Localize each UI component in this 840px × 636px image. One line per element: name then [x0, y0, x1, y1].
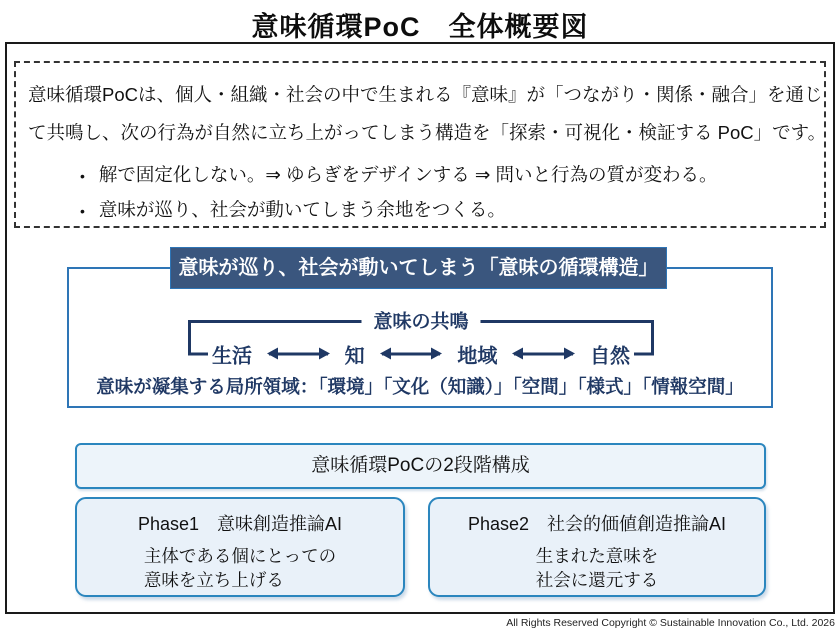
overview-bullet — [28, 193, 812, 228]
overview-bullet-text: 解で固定化しない。⇒ ゆらぎをデザインする ⇒ 問いと行為の質が変わる。 — [98, 164, 718, 185]
copyright-note: All Rights Reserved Copyright © Sustainable Innovation Co., Ltd. 2026 — [506, 617, 835, 629]
resonance-title: 意味の共鳴 — [361, 307, 480, 334]
double-arrow-icon — [269, 353, 328, 356]
phase1-card — [75, 497, 405, 597]
overview-bullet-list — [28, 158, 812, 228]
overview-panel — [14, 61, 826, 228]
phase2-description-line: 社会に還元する — [535, 570, 659, 590]
page-title: 意味循環PoC 全体概要図 — [251, 12, 589, 42]
node-label-knowledge: 知 — [344, 345, 365, 368]
phase2-description-line: 生まれた意味を — [535, 546, 659, 566]
phase2-card — [428, 497, 766, 597]
aggregation-note: 意味が凝集する局所領域：「環境」「文化（知識）」「空間」「様式」「情報空間」 — [96, 376, 744, 397]
phase1-title: Phase1 意味創造推論AI — [137, 514, 343, 534]
stages-header: 意味循環PoCの2段階構成 — [75, 443, 766, 489]
phase1-description — [144, 544, 336, 592]
bracket-stub-line — [634, 353, 654, 356]
phase1-description-line: 意味を立ち上げる — [143, 570, 284, 590]
circulation-header: 意味が巡り、社会が動いてしまう「意味の循環構造」 — [170, 247, 667, 289]
node-label-life: 生活 — [212, 345, 252, 368]
phase2-title: Phase2 社会的価値創造推論AI — [467, 514, 727, 534]
bracket-stub-line — [188, 353, 208, 356]
overview-paragraph-line: 意味循環PoCは、個人・組織・社会の中で生まれる『意味』が「つながり・関係・融合」を通じ — [28, 84, 823, 105]
overview-bullet-text: 意味が巡り、社会が動いてしまう余地をつくる。 — [98, 199, 506, 220]
overview-bullet — [28, 158, 812, 193]
double-arrow-icon — [382, 353, 441, 356]
phase1-description-line: 主体である個にとっての — [143, 546, 337, 566]
node-label-nature: 自然 — [590, 345, 631, 368]
bullet-icon: • — [80, 168, 85, 184]
double-arrow-icon — [514, 353, 573, 356]
overview-paragraph-line: て共鳴し、次の行為が自然に立ち上がってしまう構造を「探索・可視化・検証する PoC」です。 — [28, 122, 827, 143]
resonance-node-row — [188, 340, 654, 369]
phase2-description — [536, 544, 659, 592]
node-label-region: 地域 — [457, 345, 498, 368]
bullet-icon: • — [80, 203, 85, 219]
